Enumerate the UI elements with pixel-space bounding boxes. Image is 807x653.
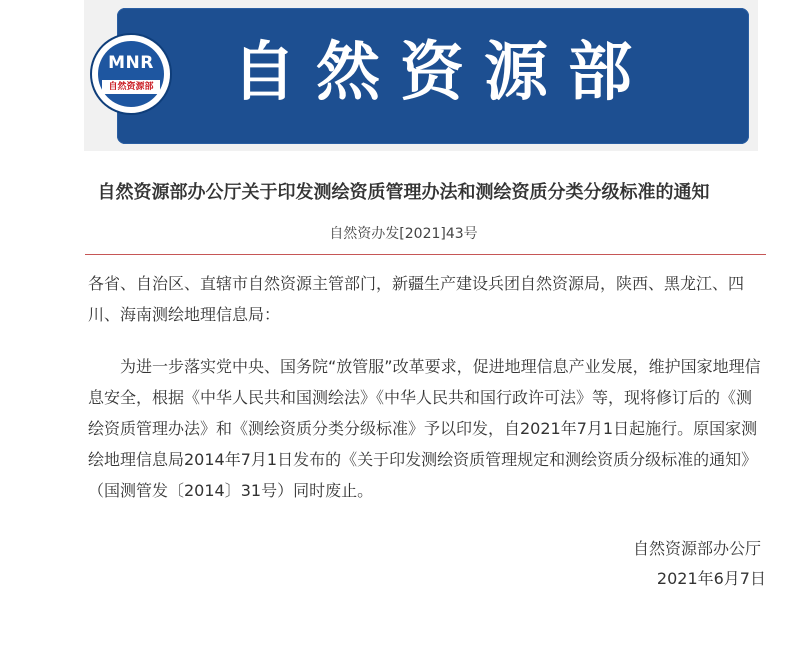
signature-office: 自然资源部办公厅 [632,539,761,558]
logo-mark-text: MNR [108,53,154,73]
document-number: 自然资办发[2021]43号 [329,226,478,242]
document-title: 自然资源部办公厅关于印发测绘资质管理办法和测绘资质分类分级标准的通知 [97,182,710,203]
title-divider [85,254,766,255]
document-body: 为进一步落实党中央、国务院“放管服”改革要求，促进地理信息产业发展，维护国家地理信息安全，根据《中华人民共和国测绘法》《中华人民共和国行政许可法》等，现将修订后的《测绘资质管理办法》和《测绘资质分类分级标准》予以印发，自2021年7月1日起施行。原国家测绘地理信息局2014年7月1日发布的《关于印发测绘资质管理规定和测绘资质分级标准的通知》（国测管发〔2014〕31号）同时废止。 [88,357,761,500]
logo-subtitle: 自然资源部 [102,80,160,94]
document-addressee: 各省、自治区、直辖市自然资源主管部门，新疆生产建设兵团自然资源局，陕西、黑龙江、四川、海南测绘地理信息局： [88,274,745,324]
banner-title: 自然资源部 [232,35,652,110]
signature-date: 2021年6月7日 [656,569,766,588]
